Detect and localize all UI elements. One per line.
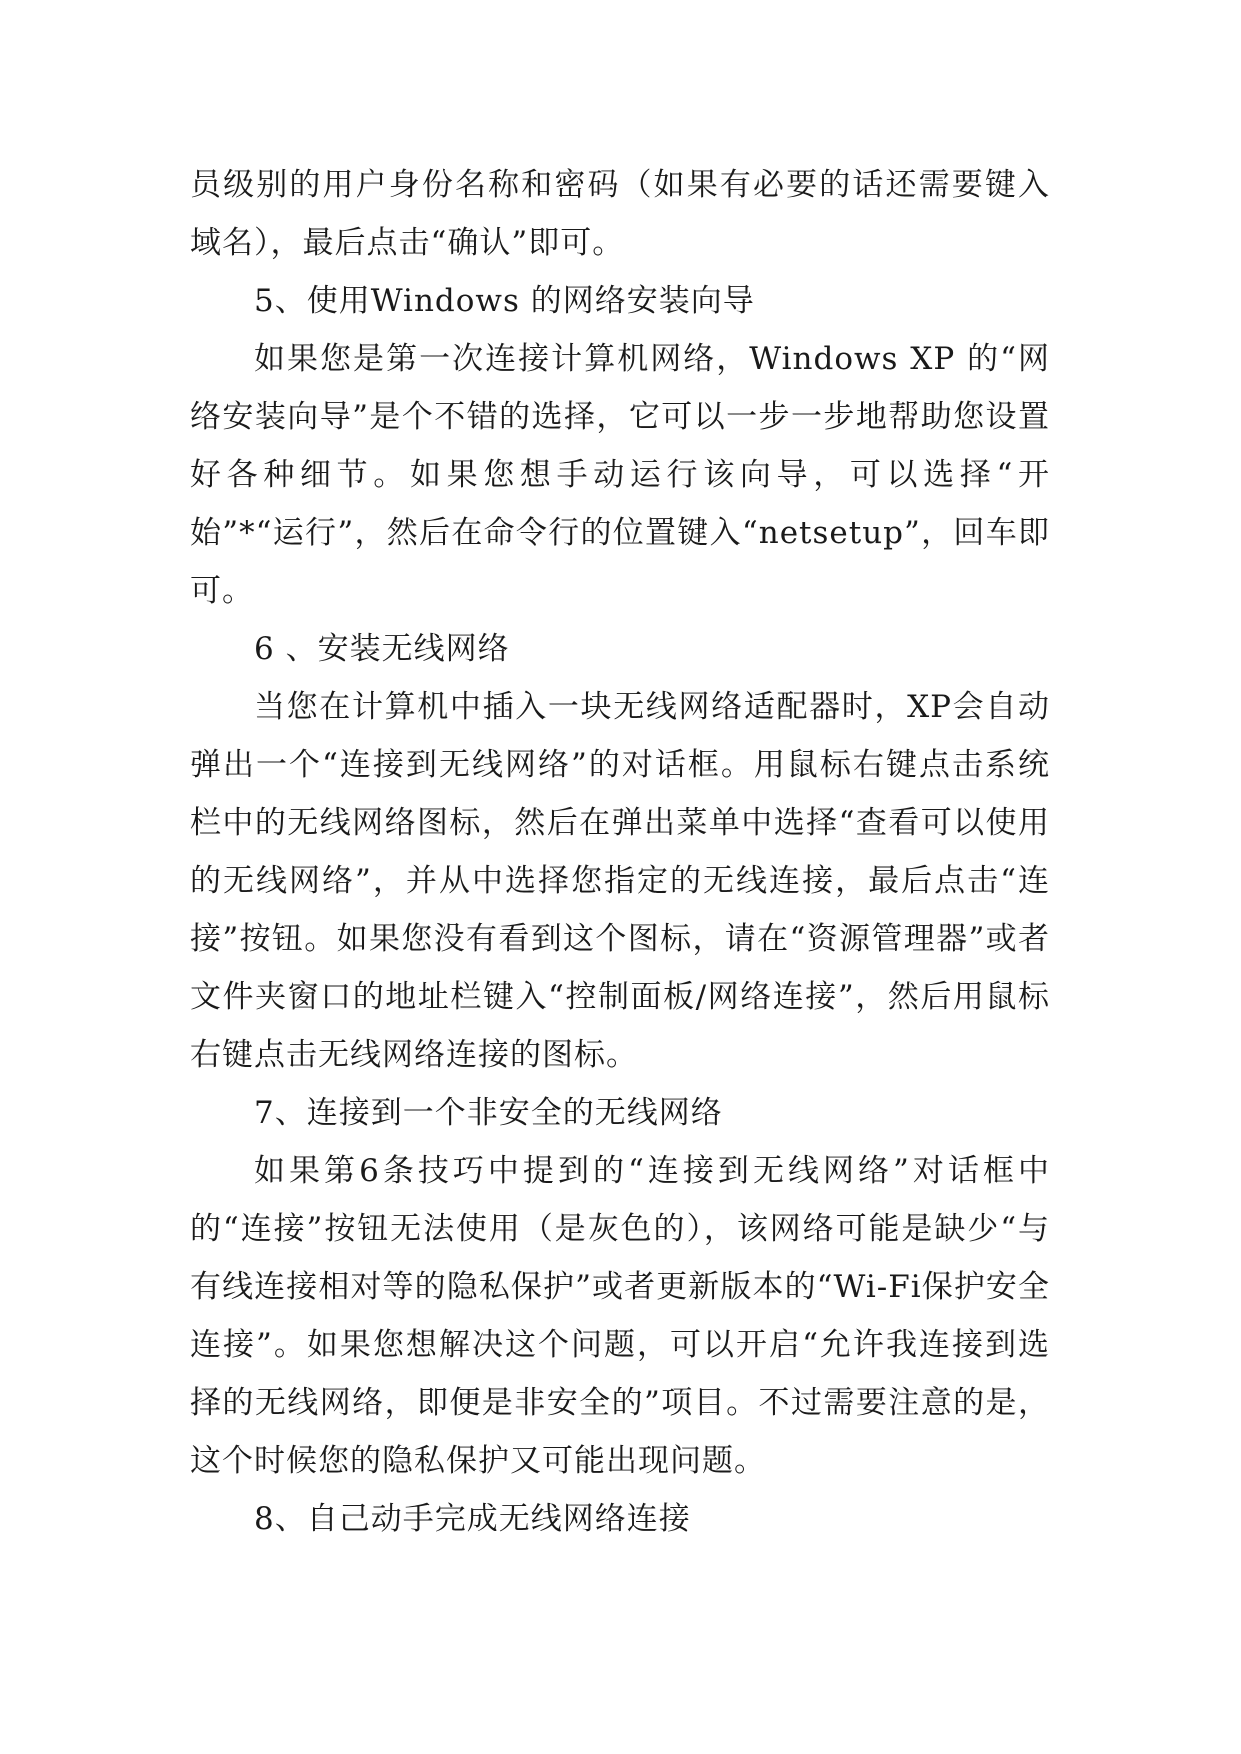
paragraph-continuation: 员级别的用户身份名称和密码（如果有必要的话还需要键入域名），最后点击“确认”即可。	[190, 167, 1050, 261]
paragraph-network-wizard: 如果您是第一次连接计算机网络，Windows XP 的“网络安装向导”是个不错的选择，它可以一步一步地帮助您设置好各种细节。如果您想手动运行该向导，可以选择“开始”*“运行”，然后在命令行的位置键入“netsetup”，回车即可。	[190, 341, 1050, 609]
paragraph-insecure-wireless: 如果第6条技巧中提到的“连接到无线网络”对话框中的“连接”按钮无法使用（是灰色的），该网络可能是缺少“与有线连接相对等的隐私保护”或者更新版本的“Wi-Fi保护安全连接”。如果您想解决这个问题，可以开启“允许我连接到选择的无线网络，即便是非安全的”项目。不过需要注意的是，这个时候您的隐私保护又可能出现问题。	[190, 1153, 1050, 1479]
section-heading-6: 6 、安装无线网络	[254, 631, 510, 667]
section-heading-7: 7、连接到一个非安全的无线网络	[254, 1095, 723, 1131]
paragraph-install-wireless: 当您在计算机中插入一块无线网络适配器时，XP会自动弹出一个“连接到无线网络”的对话框。用鼠标右键点击系统栏中的无线网络图标，然后在弹出菜单中选择“查看可以使用的无线网络”，并从中选择您指定的无线连接，最后点击“连接”按钮。如果您没有看到这个图标，请在“资源管理器”或者文件夹窗口的地址栏键入“控制面板/网络连接”，然后用鼠标右键点击无线网络连接的图标。	[190, 689, 1050, 1073]
section-heading-5: 5、使用Windows 的网络安装向导	[254, 283, 755, 319]
section-heading-8: 8、自己动手完成无线网络连接	[254, 1501, 691, 1537]
document-body	[190, 156, 1050, 1548]
